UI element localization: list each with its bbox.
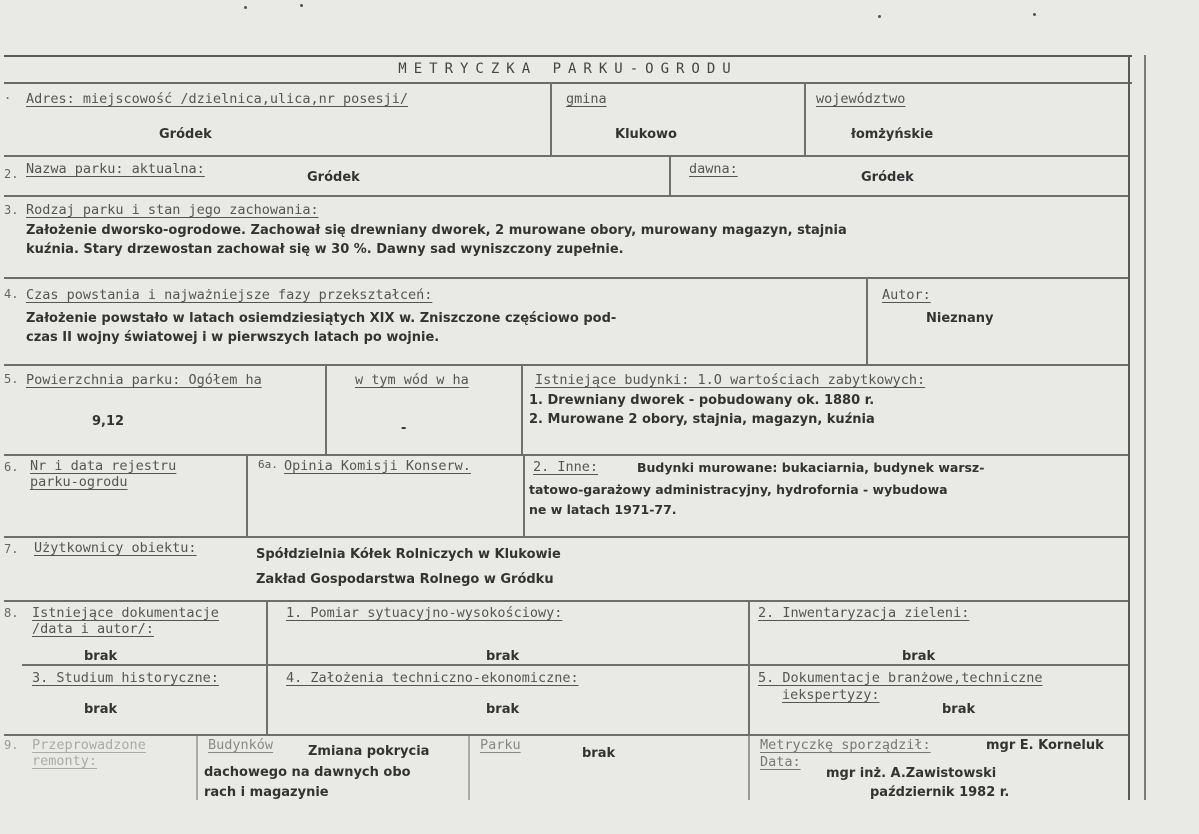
row-number: . bbox=[4, 88, 12, 102]
gmina-label: gmina bbox=[566, 91, 607, 107]
history-line-2: czas II wojny światowej i w pierwszych latach po wojnie. bbox=[26, 330, 440, 345]
row-number: 2. bbox=[4, 167, 19, 181]
users-line-1: Spółdzielnia Kółek Rolniczych w Klukowie bbox=[256, 547, 561, 562]
documentation-label-line-2: /data i autor/: bbox=[32, 621, 154, 637]
tech-econ-value: brak bbox=[486, 702, 520, 717]
park-renovation-label: Parku bbox=[480, 737, 521, 753]
other-line-1: Budynki murowane: bukaciarnia, budynek warsz- bbox=[637, 460, 985, 475]
buildings-line-1: 1. Drewniany dworek - pobudowany ok. 1880 r. bbox=[529, 393, 875, 408]
date-label: Data: bbox=[760, 754, 801, 770]
documentation-value: brak bbox=[84, 649, 118, 664]
row-number: 3. bbox=[4, 203, 19, 217]
row-name bbox=[4, 157, 1128, 197]
scan-speck bbox=[300, 4, 303, 7]
register-label-line-2: parku-ogrodu bbox=[30, 474, 128, 490]
park-type-line-1: Założenie dworsko-ogrodowe. Zachował się drewniany dworek, 2 murowane obory, murowany magazyn, stajnia bbox=[26, 223, 847, 238]
row-number: 9. bbox=[4, 738, 19, 752]
wojewodztwo-cell bbox=[804, 82, 1128, 155]
row-area bbox=[4, 366, 1128, 456]
buildings-cell bbox=[521, 366, 1128, 454]
survey-cell bbox=[266, 602, 748, 734]
area-label: Powierzchnia parku: Ogółem ha bbox=[26, 372, 262, 388]
author-label: Autor: bbox=[882, 287, 931, 303]
prepared-by-value-2: mgr inż. A.Zawistowski bbox=[826, 766, 997, 781]
users-line-2: Zakład Gospodarstwa Rolnego w Gródku bbox=[256, 572, 554, 587]
row-documentation bbox=[4, 602, 1128, 736]
scan-speck bbox=[1033, 13, 1036, 16]
branch-docs-label-line-1: 5. Dokumentacje branżowe,techniczne bbox=[758, 670, 1043, 686]
branch-docs-label-line-2: iekspertyzy: bbox=[782, 687, 880, 703]
history-label: Czas powstania i najważniejsze fazy przekształceń: bbox=[26, 287, 433, 303]
gmina-cell bbox=[550, 82, 802, 155]
water-cell bbox=[325, 366, 521, 454]
other-label: 2. Inne: bbox=[533, 459, 599, 475]
greenery-cell bbox=[748, 602, 1128, 734]
history-study-label: 3. Studium historyczne: bbox=[32, 670, 219, 686]
row-history bbox=[4, 279, 1128, 366]
park-renovation-cell bbox=[468, 736, 748, 800]
park-type-line-2: kuźnia. Stary drzewostan zachował się w 30 %. Dawny sad wyniszczony zupełnie. bbox=[26, 242, 624, 257]
opinion-label: Opinia Komisji Konserw. bbox=[284, 458, 471, 474]
row-number: 6. bbox=[4, 460, 19, 474]
scan-speck bbox=[878, 15, 881, 18]
row-users bbox=[4, 538, 1128, 602]
register-label-line-1: Nr i data rejestru bbox=[30, 458, 177, 474]
former-name-cell bbox=[669, 157, 1128, 195]
park-renovation-value: brak bbox=[582, 746, 616, 761]
author-value: Nieznany bbox=[926, 311, 994, 326]
opinion-cell bbox=[246, 456, 523, 536]
address-label: Adres: miejscowość /dzielnica,ulica,nr posesji/ bbox=[26, 91, 409, 107]
buildings-renovation-cell bbox=[196, 736, 468, 800]
other-buildings-cell bbox=[523, 456, 1128, 536]
prepared-by-value: mgr E. Korneluk bbox=[986, 738, 1104, 753]
survey-value: brak bbox=[486, 649, 520, 664]
other-line-2: tatowo-garażowy administracyjny, hydrofornia - wybudowa bbox=[529, 482, 948, 497]
history-line-1: Założenie powstało w latach osiemdziesiątych XIX w. Zniszczone częściowo pod- bbox=[26, 311, 617, 326]
survey-label: 1. Pomiar sytuacyjno-wysokościowy: bbox=[286, 605, 563, 621]
prepared-by-cell bbox=[748, 736, 1128, 800]
gmina-value: Klukowo bbox=[615, 127, 677, 142]
address-value: Gródek bbox=[159, 127, 212, 142]
park-name-label: Nazwa parku: aktualna: bbox=[26, 161, 205, 177]
former-name-label: dawna: bbox=[689, 161, 738, 177]
buildings-renovation-line-3: rach i magazynie bbox=[204, 785, 329, 800]
author-cell bbox=[866, 279, 1128, 364]
opinion-number: 6a. bbox=[258, 458, 278, 471]
row-number: 5. bbox=[4, 372, 19, 386]
right-frame bbox=[1128, 55, 1146, 800]
date-value: październik 1982 r. bbox=[870, 785, 1010, 800]
other-line-3: ne w latach 1971-77. bbox=[529, 502, 677, 517]
tech-econ-label: 4. Założenia techniczno-ekonomiczne: bbox=[286, 670, 579, 686]
renovations-label-line-1: Przeprowadzone bbox=[32, 737, 146, 753]
buildings-label: Istniejące budynki: 1.O wartościach zabytkowych: bbox=[535, 372, 926, 388]
renovations-label-line-2: remonty: bbox=[32, 753, 98, 769]
buildings-line-2: 2. Murowane 2 obory, stajnia, magazyn, kuźnia bbox=[529, 412, 875, 427]
park-type-label: Rodzaj parku i stan jego zachowania: bbox=[26, 202, 319, 218]
documentation-label-line-1: Istniejące dokumentacje bbox=[32, 605, 219, 621]
history-study-value: brak bbox=[84, 702, 118, 717]
row-register bbox=[4, 456, 1128, 538]
buildings-renovation-line-2: dachowego na dawnych obo bbox=[204, 765, 411, 780]
row-number: 4. bbox=[4, 287, 19, 301]
area-value: 9,12 bbox=[92, 414, 125, 429]
row-renovations bbox=[4, 736, 1128, 800]
branch-docs-value: brak bbox=[942, 702, 976, 717]
row-address bbox=[4, 82, 1128, 157]
form-title: METRYCZKA PARKU-OGRODU bbox=[4, 55, 1132, 84]
users-label: Użytkownicy obiektu: bbox=[34, 540, 197, 556]
park-name-value: Gródek bbox=[307, 170, 360, 185]
greenery-value: brak bbox=[902, 649, 936, 664]
row-park-type bbox=[4, 197, 1128, 279]
wojewodztwo-label: województwo bbox=[816, 91, 906, 107]
buildings-renovation-label: Budynków bbox=[208, 737, 274, 753]
buildings-renovation-line-1: Zmiana pokrycia bbox=[308, 744, 430, 759]
row-number: 7. bbox=[4, 542, 19, 556]
row-number: 8. bbox=[4, 606, 19, 620]
former-name-value: Gródek bbox=[861, 170, 914, 185]
prepared-by-label: Metryczkę sporządził: bbox=[760, 737, 931, 753]
wojewodztwo-value: łomżyńskie bbox=[851, 127, 934, 142]
water-label: w tym wód w ha bbox=[355, 372, 469, 388]
scan-speck bbox=[244, 6, 247, 9]
water-value: - bbox=[401, 421, 407, 436]
greenery-label: 2. Inwentaryzacja zieleni: bbox=[758, 605, 970, 621]
